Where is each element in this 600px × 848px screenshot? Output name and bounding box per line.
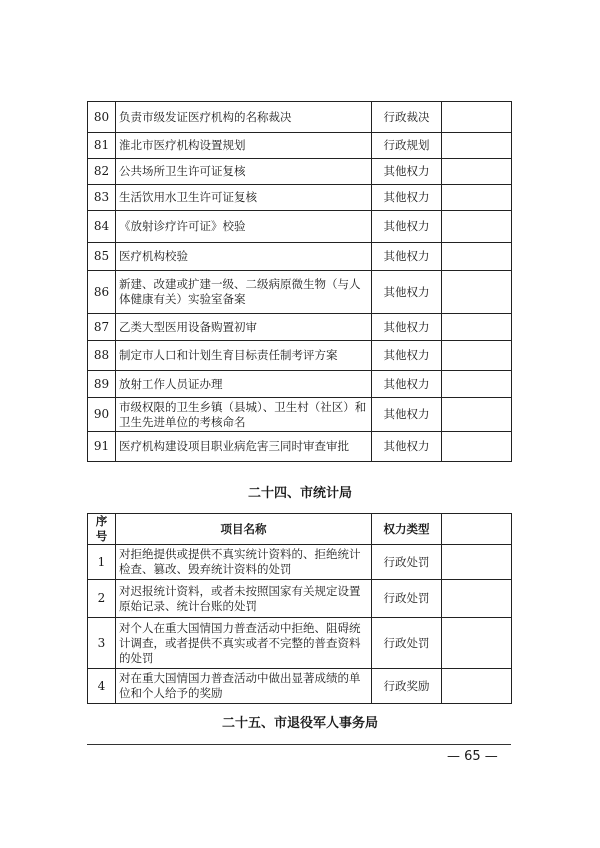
header-number: 序号 bbox=[88, 514, 116, 545]
table-row bbox=[88, 618, 512, 669]
power-type: 行政处罚 bbox=[372, 618, 442, 669]
table-row bbox=[88, 669, 512, 704]
power-type: 其他权力 bbox=[372, 159, 442, 185]
power-type: 行政裁决 bbox=[372, 102, 442, 133]
empty-cell bbox=[442, 398, 512, 432]
item-name: 市级权限的卫生乡镇（县城）、卫生村（社区）和卫生先进单位的考核命名 bbox=[116, 398, 372, 432]
item-name: 对拒绝提供或提供不真实统计资料的、拒绝统计检查、篡改、毁弃统计资料的处罚 bbox=[116, 545, 372, 580]
row-number: 82 bbox=[88, 159, 116, 185]
empty-cell bbox=[442, 580, 512, 618]
table-row bbox=[88, 159, 512, 185]
health-commission-powers-table bbox=[87, 101, 512, 462]
row-number: 83 bbox=[88, 185, 116, 211]
item-name: 对迟报统计资料，或者未按照国家有关规定设置原始记录、统计台账的处罚 bbox=[116, 580, 372, 618]
item-name: 公共场所卫生许可证复核 bbox=[116, 159, 372, 185]
row-number: 81 bbox=[88, 133, 116, 159]
table-row bbox=[88, 102, 512, 133]
row-number: 84 bbox=[88, 211, 116, 243]
row-number: 91 bbox=[88, 432, 116, 462]
header-empty bbox=[442, 514, 512, 545]
table-row bbox=[88, 341, 512, 371]
power-type: 其他权力 bbox=[372, 341, 442, 371]
empty-cell bbox=[442, 545, 512, 580]
page-number: — 65 — bbox=[447, 749, 498, 764]
table-row bbox=[88, 314, 512, 341]
empty-cell bbox=[442, 243, 512, 271]
section-heading-statistics-bureau: 二十四、市统计局 bbox=[247, 486, 352, 501]
item-name: 医疗机构建设项目职业病危害三同时审查审批 bbox=[116, 432, 372, 462]
row-number: 2 bbox=[88, 580, 116, 618]
row-number: 1 bbox=[88, 545, 116, 580]
item-name: 对个人在重大国情国力普查活动中拒绝、阻碍统计调查，或者提供不真实或者不完整的普查资料的处罚 bbox=[116, 618, 372, 669]
power-type: 行政处罚 bbox=[372, 580, 442, 618]
empty-cell bbox=[442, 314, 512, 341]
table-row bbox=[88, 398, 512, 432]
item-name: 《放射诊疗许可证》校验 bbox=[116, 211, 372, 243]
table-row bbox=[88, 580, 512, 618]
power-type: 行政处罚 bbox=[372, 545, 442, 580]
empty-cell bbox=[442, 185, 512, 211]
table-row bbox=[88, 211, 512, 243]
empty-cell bbox=[442, 341, 512, 371]
power-type: 其他权力 bbox=[372, 211, 442, 243]
empty-cell bbox=[442, 159, 512, 185]
table-row bbox=[88, 371, 512, 398]
row-number: 89 bbox=[88, 371, 116, 398]
empty-cell bbox=[442, 211, 512, 243]
row-number: 85 bbox=[88, 243, 116, 271]
power-type: 其他权力 bbox=[372, 243, 442, 271]
footer-divider bbox=[87, 744, 511, 745]
row-number: 90 bbox=[88, 398, 116, 432]
table-row bbox=[88, 271, 512, 314]
item-name: 制定市人口和计划生育目标责任制考评方案 bbox=[116, 341, 372, 371]
row-number: 88 bbox=[88, 341, 116, 371]
table-row bbox=[88, 133, 512, 159]
statistics-bureau-powers-table bbox=[87, 513, 512, 704]
header-power-type: 权力类型 bbox=[372, 514, 442, 545]
table-row bbox=[88, 243, 512, 271]
table-header-row bbox=[88, 514, 512, 545]
row-number: 4 bbox=[88, 669, 116, 704]
empty-cell bbox=[442, 618, 512, 669]
row-number: 80 bbox=[88, 102, 116, 133]
empty-cell bbox=[442, 432, 512, 462]
item-name: 对在重大国情国力普查活动中做出显著成绩的单位和个人给予的奖励 bbox=[116, 669, 372, 704]
item-name: 新建、改建或扩建一级、二级病原微生物（与人体健康有关）实验室备案 bbox=[116, 271, 372, 314]
item-name: 淮北市医疗机构设置规划 bbox=[116, 133, 372, 159]
power-type: 其他权力 bbox=[372, 432, 442, 462]
row-number: 86 bbox=[88, 271, 116, 314]
item-name: 生活饮用水卫生许可证复核 bbox=[116, 185, 372, 211]
power-type: 行政规划 bbox=[372, 133, 442, 159]
power-type: 其他权力 bbox=[372, 185, 442, 211]
table-row bbox=[88, 432, 512, 462]
power-type: 其他权力 bbox=[372, 398, 442, 432]
empty-cell bbox=[442, 133, 512, 159]
item-name: 医疗机构校验 bbox=[116, 243, 372, 271]
row-number: 3 bbox=[88, 618, 116, 669]
power-type: 其他权力 bbox=[372, 271, 442, 314]
power-type: 其他权力 bbox=[372, 371, 442, 398]
item-name: 放射工作人员证办理 bbox=[116, 371, 372, 398]
header-item-name: 项目名称 bbox=[116, 514, 372, 545]
power-type: 行政奖励 bbox=[372, 669, 442, 704]
power-type: 其他权力 bbox=[372, 314, 442, 341]
row-number: 87 bbox=[88, 314, 116, 341]
table-row bbox=[88, 185, 512, 211]
table-row bbox=[88, 545, 512, 580]
section-heading-veterans-affairs-bureau: 二十五、市退役军人事务局 bbox=[221, 716, 378, 731]
empty-cell bbox=[442, 102, 512, 133]
item-name: 负责市级发证医疗机构的名称裁决 bbox=[116, 102, 372, 133]
empty-cell bbox=[442, 271, 512, 314]
empty-cell bbox=[442, 371, 512, 398]
item-name: 乙类大型医用设备购置初审 bbox=[116, 314, 372, 341]
empty-cell bbox=[442, 669, 512, 704]
